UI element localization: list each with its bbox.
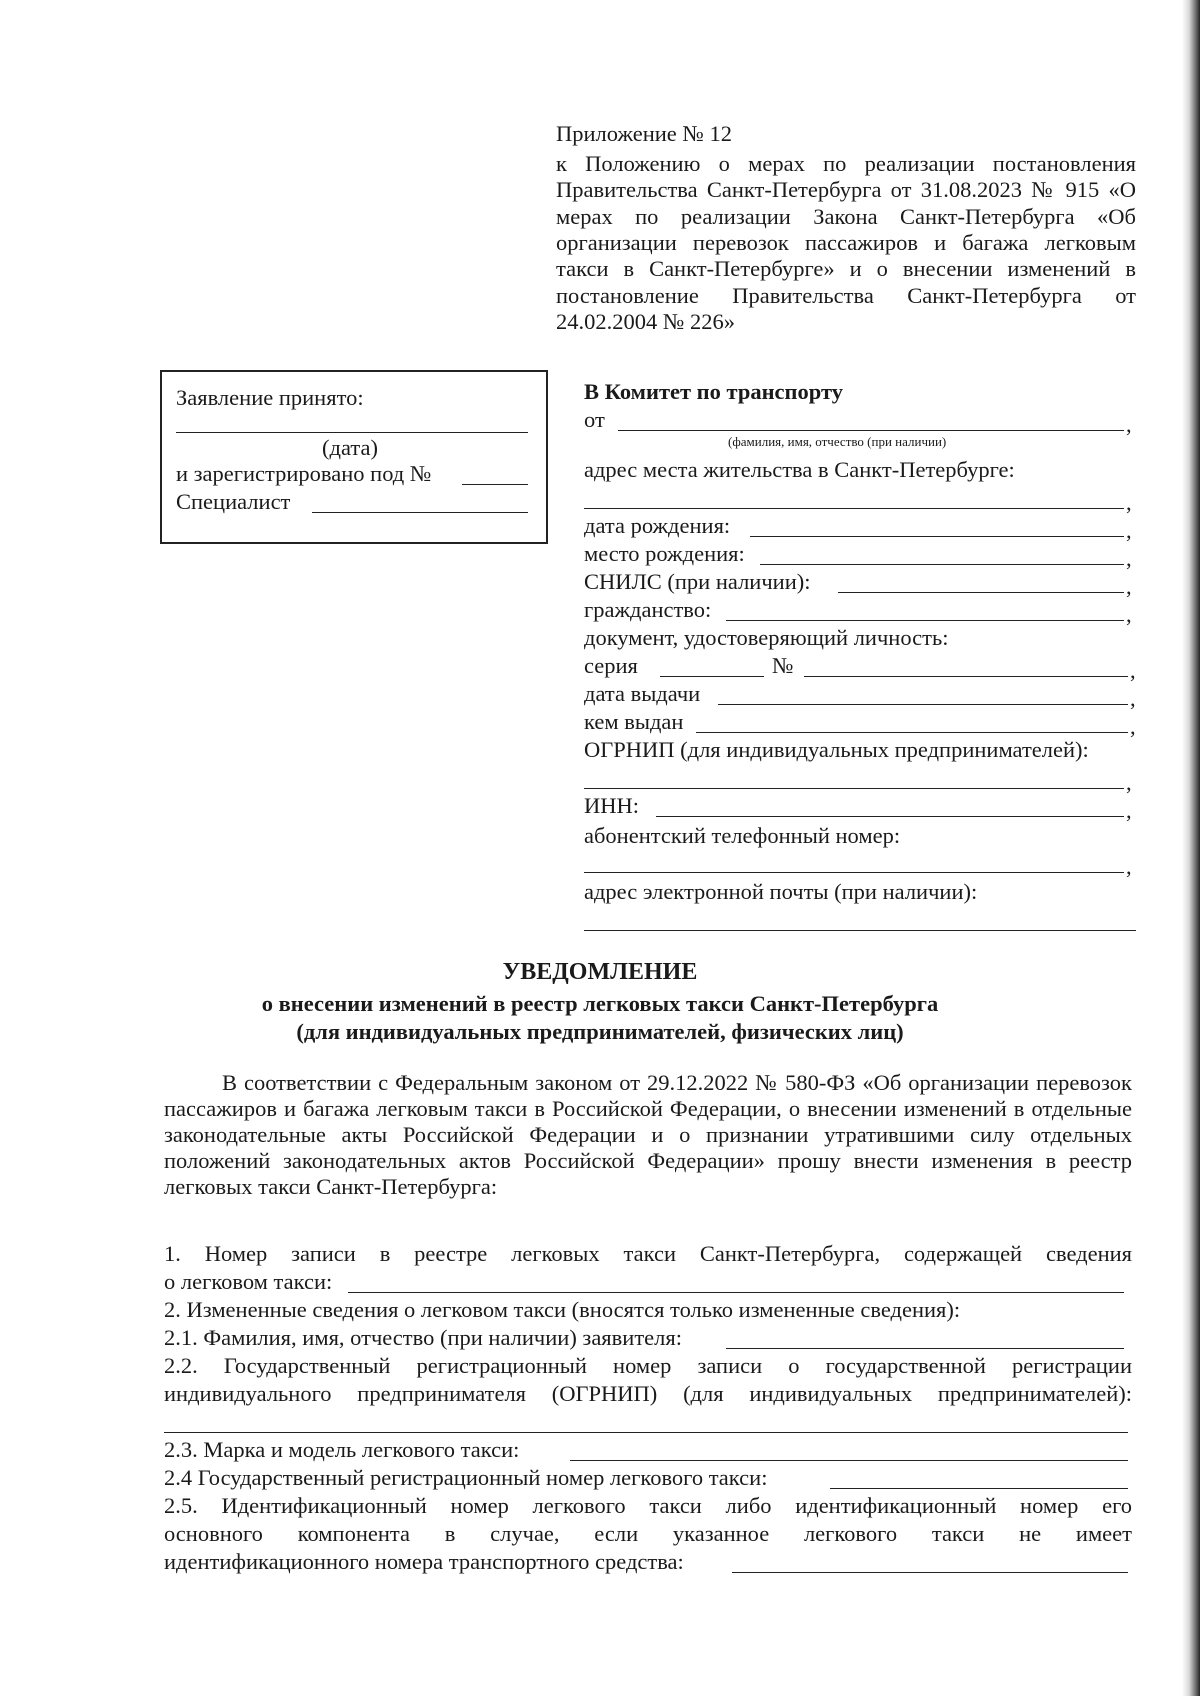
inn-line bbox=[656, 816, 1124, 817]
specialist-line bbox=[312, 512, 528, 513]
comma: , bbox=[1130, 714, 1136, 739]
fio-line bbox=[618, 430, 1124, 431]
comma: , bbox=[1126, 798, 1132, 823]
comma: , bbox=[1126, 490, 1132, 515]
phone-label: абонентский телефонный номер: bbox=[584, 823, 901, 848]
inn-label: ИНН: bbox=[584, 793, 639, 818]
item-1-answer-line bbox=[348, 1292, 1124, 1293]
fio-caption: (фамилия, имя, отчество (при наличии) bbox=[728, 434, 947, 449]
acceptance-stamp-box bbox=[160, 370, 548, 544]
comma: , bbox=[1126, 602, 1132, 627]
item-2-4: 2.4 Государственный регистрационный номер легкового такси: bbox=[164, 1465, 768, 1490]
document-number-line bbox=[804, 676, 1128, 677]
appendix-header bbox=[556, 120, 1136, 335]
item-2-5-line-2: основного компонента в случае, если указанное легкового такси не имеет bbox=[164, 1521, 1132, 1546]
series-line bbox=[660, 676, 764, 677]
item-2-3-answer-line bbox=[570, 1460, 1128, 1461]
ogrnip-label: ОГРНИП (для индивидуальных предпринимателей): bbox=[584, 737, 1089, 762]
item-2-2-line-2: индивидуального предпринимателя (ОГРНИП) (для индивидуальных предпринимателей): bbox=[164, 1381, 1132, 1406]
from-label: от bbox=[584, 407, 605, 432]
email-line bbox=[584, 930, 1136, 931]
email-label: адрес электронной почты (при наличии): bbox=[584, 879, 978, 904]
item-2: 2. Измененные сведения о легковом такси (вносятся только измененные сведения): bbox=[164, 1297, 961, 1322]
scan-page-edge bbox=[1182, 0, 1200, 1696]
address-line bbox=[584, 508, 1124, 509]
registered-label: и зарегистрировано под № bbox=[176, 461, 432, 486]
specialist-label: Специалист bbox=[176, 489, 291, 514]
birth-date-line bbox=[750, 536, 1124, 537]
appendix-reference: к Положению о мерах по реализации постановления Правительства Санкт-Петербурга от 31.08.2023 № 915 «О мерах по реализации Закона Санкт-Петербурга «Об организации перевозок пассажиров и багажа легковым такси в Санкт-Петербурге» и о внесении изменений в постановление Правительства Санкт-Петербурга от 24.02.2004 № 226» bbox=[556, 151, 1136, 334]
item-2-2-answer-line bbox=[164, 1432, 1128, 1433]
comma: , bbox=[1126, 518, 1132, 543]
issued-by-label: кем выдан bbox=[584, 709, 684, 734]
comma: , bbox=[1126, 412, 1132, 437]
item-2-1-answer-line bbox=[726, 1348, 1124, 1349]
comma: , bbox=[1130, 686, 1136, 711]
birth-place-label: место рождения: bbox=[584, 541, 745, 566]
phone-line bbox=[584, 872, 1124, 873]
issue-date-line bbox=[718, 704, 1128, 705]
document-subtitle-2: (для индивидуальных предпринимателей, физических лиц) bbox=[296, 1019, 904, 1044]
number-sign: № bbox=[772, 653, 794, 678]
intro-paragraph: В соответствии с Федеральным законом от 29.12.2022 № 580-ФЗ «Об организации перевозок пассажиров и багажа легковым такси в Российской Федерации, о внесении изменений в отдельные законодательные акты Российской Федерации и о признании утратившими силу отдельных положений законодательных актов Российской Федерации» прошу внести изменения в реестр легковых такси Санкт-Петербурга: bbox=[164, 1070, 1132, 1199]
ogrnip-line bbox=[584, 788, 1124, 789]
address-label: адрес места жительства в Санкт-Петербурге: bbox=[584, 457, 1015, 482]
item-2-4-answer-line bbox=[830, 1488, 1128, 1489]
item-2-5-line-3: идентификационного номера транспортного средства: bbox=[164, 1549, 684, 1574]
citizenship-line bbox=[726, 620, 1124, 621]
item-2-5-line-1: 2.5. Идентификационный номер легкового такси либо идентификационный номер его bbox=[164, 1493, 1132, 1518]
snils-line bbox=[838, 592, 1124, 593]
appendix-number: Приложение № 12 bbox=[556, 121, 732, 146]
item-2-2-line-1: 2.2. Государственный регистрационный номер записи о государственной регистрации bbox=[164, 1353, 1132, 1378]
comma: , bbox=[1126, 854, 1132, 879]
comma: , bbox=[1126, 574, 1132, 599]
issued-by-line bbox=[696, 732, 1128, 733]
document-subtitle-1: о внесении изменений в реестр легковых такси Санкт-Петербурга bbox=[261, 991, 939, 1016]
committee-title: В Комитет по транспорту bbox=[584, 379, 843, 404]
series-label: серия bbox=[584, 653, 638, 678]
birth-place-line bbox=[760, 564, 1124, 565]
date-caption: (дата) bbox=[322, 435, 378, 460]
document-title: УВЕДОМЛЕНИЕ bbox=[502, 959, 698, 985]
accepted-label: Заявление принято: bbox=[176, 385, 364, 410]
birth-date-label: дата рождения: bbox=[584, 513, 731, 538]
item-2-3: 2.3. Марка и модель легкового такси: bbox=[164, 1437, 520, 1462]
citizenship-label: гражданство: bbox=[584, 597, 712, 622]
item-2-5-answer-line bbox=[732, 1572, 1128, 1573]
item-1-line-1: 1. Номер записи в реестре легковых такси Санкт-Петербурга, содержащей сведения bbox=[164, 1241, 1132, 1266]
snils-label: СНИЛС (при наличии): bbox=[584, 569, 811, 594]
item-2-1: 2.1. Фамилия, имя, отчество (при наличии) заявителя: bbox=[164, 1325, 682, 1350]
registration-number-line bbox=[462, 484, 528, 485]
comma: , bbox=[1126, 546, 1132, 571]
comma: , bbox=[1126, 770, 1132, 795]
comma: , bbox=[1130, 658, 1136, 683]
id-document-label: документ, удостоверяющий личность: bbox=[584, 625, 949, 650]
acceptance-date-line bbox=[176, 432, 528, 433]
item-1-line-2: о легковом такси: bbox=[164, 1269, 333, 1294]
issue-date-label: дата выдачи bbox=[584, 681, 701, 706]
